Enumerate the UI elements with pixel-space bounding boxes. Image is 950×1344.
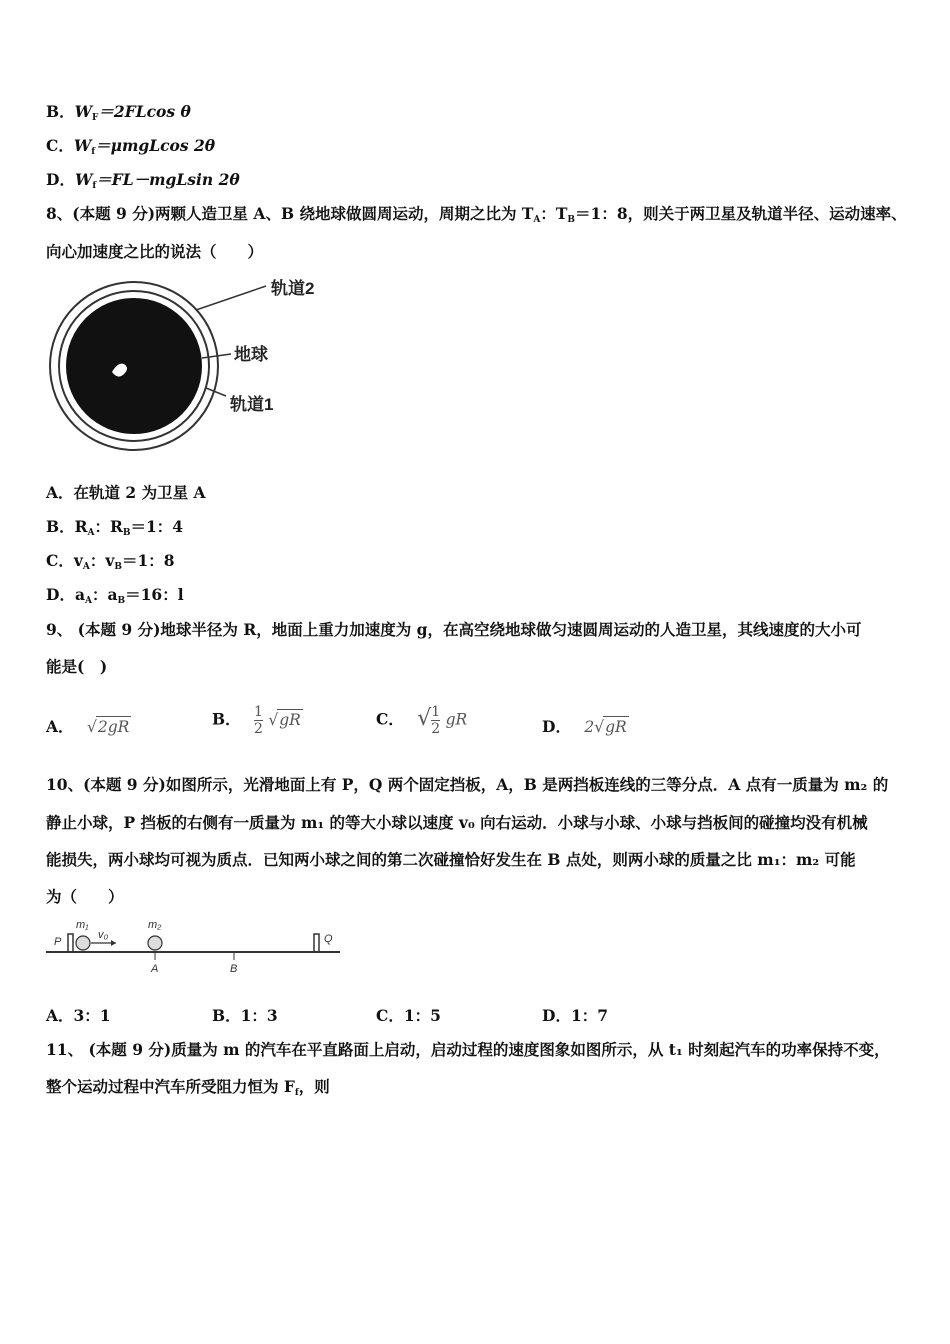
q9-option-b: B． $\frac{1}{2}$ √gR [212,704,301,737]
ball-m2 [148,936,162,950]
q9-stem-line1: 9、 (本题 9 分)地球半径为 R，地面上重力加速度为 g，在高空绕地球做匀速圆周运动的人造卫星，其线速度的大小可 [46,620,862,639]
label-q: Q [324,933,333,945]
q11-stem-line2: 整个运动过程中汽车所受阻力恒为 $F_f$，则 [46,1077,330,1098]
q9-option-d: D． 2√gR [542,717,627,736]
q7-option-b: B．$W_F=2FLcos$ θ [46,102,191,123]
q10-stem-line3: 能损失，两小球均可视为质点．已知两小球之间的第二次碰撞恰好发生在 B 点处，则两小球的质量之比 m₁：m₂ 可能 [46,850,856,869]
barrier-p [68,934,73,952]
q10-stem-line1: 10、(本题 9 分)如图所示，光滑地面上有 P，Q 两个固定挡板，A，B 是两挡板连线的三等分点．A 点有一质量为 m₂ 的 [46,775,889,794]
label-a: A [151,963,159,975]
q8-option-c: C．$v_A$：$v_B=1$：8 [46,551,175,572]
q10-collision-figure [46,914,346,980]
label-b: B [230,963,238,975]
q9-option-a: A． √2gR [46,717,130,736]
q8-option-d: D．$a_A$：$a_B=16$：l [46,585,184,606]
q8-option-a: A．在轨道 2 为卫星 A [46,483,206,502]
q8-orbit-figure [46,272,346,462]
label-earth: 地球 [234,345,268,364]
label-orbit2: 轨道2 [271,279,315,298]
q10-option-b: B．1：3 [212,1006,278,1025]
label-v0: v₀ [98,929,109,941]
label-line-orbit2 [196,286,266,310]
q8-stem-line2: 向心加速度之比的说法（ ） [46,242,264,261]
q10-option-d: D．1：7 [542,1006,609,1025]
q7-option-d: D．$W_f=FL-mgLsin$ 2θ [46,170,240,191]
ball-m1 [76,936,90,950]
label-m2: m₂ [148,919,162,931]
q9-option-c: C． √ $\frac{1}{2}$ gR [376,704,468,737]
q11-stem-line1: 11、 (本题 9 分)质量为 m 的汽车在平直路面上启动，启动过程的速度图象如图所示，从 t₁ 时刻起汽车的功率保持不变， [46,1040,890,1059]
q8-option-b: B．$R_A$：$R_B=1$：4 [46,517,184,538]
label-p: P [54,936,62,948]
label-m1: m₁ [76,919,89,931]
q10-stem-line2: 静止小球，P 挡板的右侧有一质量为 m₁ 的等大小球以速度 v₀ 向右运动．小球与小球、小球与挡板间的碰撞均没有机械 [46,813,868,832]
q10-option-a: A．3：1 [46,1006,111,1025]
q7-option-c: C．$W_f=\mu mgLcos$ 2θ [46,136,216,157]
label-orbit1: 轨道1 [230,395,274,414]
q10-option-c: C．1：5 [376,1006,441,1025]
barrier-q [314,934,319,952]
label-line-orbit1 [206,388,226,396]
velocity-arrowhead [111,940,116,946]
earth-disc [66,298,202,434]
q10-stem-line4: 为（ ） [46,887,124,906]
q9-stem-line2: 能是( ) [46,657,108,676]
q8-stem-line1: 8、(本题 9 分)两颗人造卫星 A、B 绕地球做圆周运动，周期之比为 $T_A$：$T_B=1$：8，则关于两卫星及轨道半径、运动速率、 [46,204,907,225]
